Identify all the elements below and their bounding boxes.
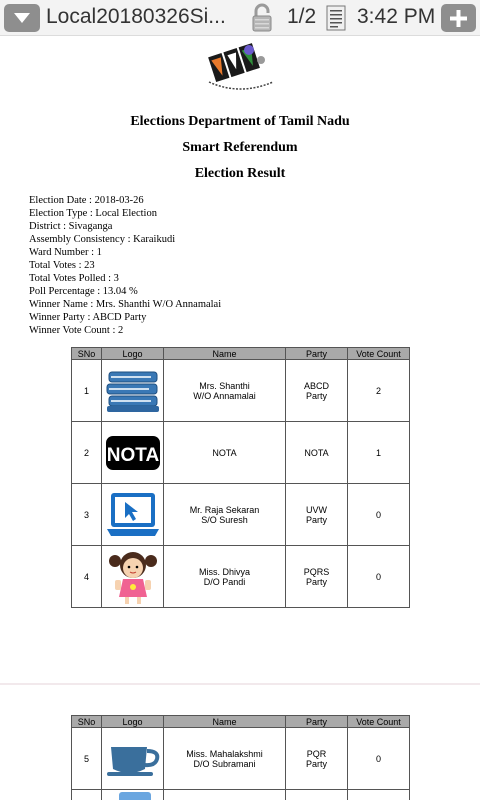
election-info (29, 194, 221, 337)
partial-logo-icon (105, 790, 161, 800)
info-total-votes: Total Votes : 23 (29, 260, 95, 271)
cell-name (164, 728, 286, 790)
cell-vote-count (348, 790, 410, 800)
cell-logo (102, 546, 164, 608)
cell-party (286, 728, 348, 790)
party-name: PQR (306, 748, 327, 759)
party-name: ABCD (303, 380, 329, 391)
cell-party (286, 790, 348, 800)
info-assembly: Assembly Consistency : Karaikudi (29, 234, 176, 245)
party-suffix: Party (305, 758, 327, 769)
table-row (72, 484, 410, 546)
add-button[interactable] (441, 4, 476, 32)
party-name: NOTA (304, 447, 329, 458)
cell-name (164, 422, 286, 484)
cell-name (164, 360, 286, 422)
cell-logo (102, 790, 164, 800)
candidate-name: Mrs. Shanthi (199, 380, 250, 391)
header-party: Party (286, 716, 348, 728)
cup-icon (105, 739, 161, 779)
info-election-date: Election Date : 2018-03-26 (29, 195, 144, 206)
results-table-page-2 (71, 715, 410, 800)
result-heading: Election Result (194, 166, 286, 181)
cell-vote-count: 0 (348, 484, 410, 546)
cell-party (286, 360, 348, 422)
cell-sno: 5 (72, 728, 102, 790)
cell-name (164, 790, 286, 800)
cell-sno: 1 (72, 360, 102, 422)
cell-party (286, 546, 348, 608)
cell-party (286, 422, 348, 484)
nota-icon (105, 433, 161, 473)
lock-icon[interactable] (246, 2, 278, 34)
candidate-relation: S/O Suresh (201, 514, 248, 525)
header-party: Party (286, 348, 348, 360)
header-vote-count: Vote Count (348, 716, 410, 728)
cell-sno: 4 (72, 546, 102, 608)
header-logo: Logo (102, 348, 164, 360)
header-sno: SNo (72, 348, 102, 360)
cell-vote-count: 2 (348, 360, 410, 422)
candidate-relation: W/O Annamalai (193, 390, 256, 401)
table-row (72, 422, 410, 484)
cell-logo (102, 728, 164, 790)
cell-name (164, 484, 286, 546)
candidate-name: Miss. Dhivya (198, 566, 250, 577)
party-suffix: Party (305, 576, 327, 587)
dropdown-arrow-icon (13, 12, 31, 24)
cell-logo (102, 484, 164, 546)
candidate-name: Miss. Mahalakshmi (186, 748, 263, 759)
candidate-name: Mr. Raja Sekaran (189, 504, 260, 515)
plus-icon (450, 10, 467, 27)
page-subheading: Smart Referendum (182, 140, 298, 155)
toolbar (0, 0, 480, 36)
table-row (72, 728, 410, 790)
info-election-type: Election Type : Local Election (29, 208, 157, 219)
header-name: Name (164, 716, 286, 728)
table-row-partial (72, 790, 410, 800)
table-header-row (72, 348, 410, 360)
table-row (72, 546, 410, 608)
table-row (72, 360, 410, 422)
document-icon[interactable] (326, 5, 346, 31)
header-logo: Logo (102, 716, 164, 728)
info-poll-percentage: Poll Percentage : 13.04 % (29, 286, 138, 297)
results-table (71, 347, 410, 608)
candidate-relation: D/O Pandi (203, 576, 246, 587)
header-vote-count: Vote Count (348, 348, 410, 360)
table-header-row (72, 716, 410, 728)
info-district: District : Sivaganga (29, 221, 113, 232)
info-votes-polled: Total Votes Polled : 3 (29, 273, 119, 284)
cell-vote-count: 1 (348, 422, 410, 484)
laptop-icon (105, 490, 161, 540)
cell-party (286, 484, 348, 546)
header-name: Name (164, 348, 286, 360)
books-icon (105, 368, 161, 414)
cell-sno: 3 (72, 484, 102, 546)
clock-time: 3:42 PM (357, 5, 436, 28)
menu-button[interactable] (4, 4, 40, 32)
cell-sno: 2 (72, 422, 102, 484)
candidate-name: NOTA (212, 447, 237, 458)
nota-logo-text: NOTA (106, 444, 159, 466)
party-name: PQRS (303, 566, 330, 577)
header-sno: SNo (72, 716, 102, 728)
cell-vote-count: 0 (348, 728, 410, 790)
page-separator (0, 683, 480, 685)
cell-name (164, 546, 286, 608)
party-suffix: Party (305, 390, 327, 401)
info-winner-vote-count: Winner Vote Count : 2 (29, 325, 124, 336)
cell-vote-count: 0 (348, 546, 410, 608)
info-winner-party: Winner Party : ABCD Party (29, 312, 147, 323)
party-suffix: Party (305, 514, 327, 525)
candidate-relation: D/O Subramani (193, 758, 256, 769)
page-indicator: 1/2 (287, 5, 317, 28)
cell-logo (102, 422, 164, 484)
file-title[interactable]: Local20180326Si... (46, 5, 226, 28)
cell-logo (102, 360, 164, 422)
doll-icon (105, 547, 161, 607)
election-commission-emblem-icon (203, 38, 277, 98)
info-winner-name: Winner Name : Mrs. Shanthi W/O Annamalai (29, 299, 222, 310)
page-heading: Elections Department of Tamil Nadu (130, 114, 350, 129)
cell-sno (72, 790, 102, 800)
info-ward-number: Ward Number : 1 (29, 247, 102, 258)
party-name: UVW (306, 504, 327, 515)
